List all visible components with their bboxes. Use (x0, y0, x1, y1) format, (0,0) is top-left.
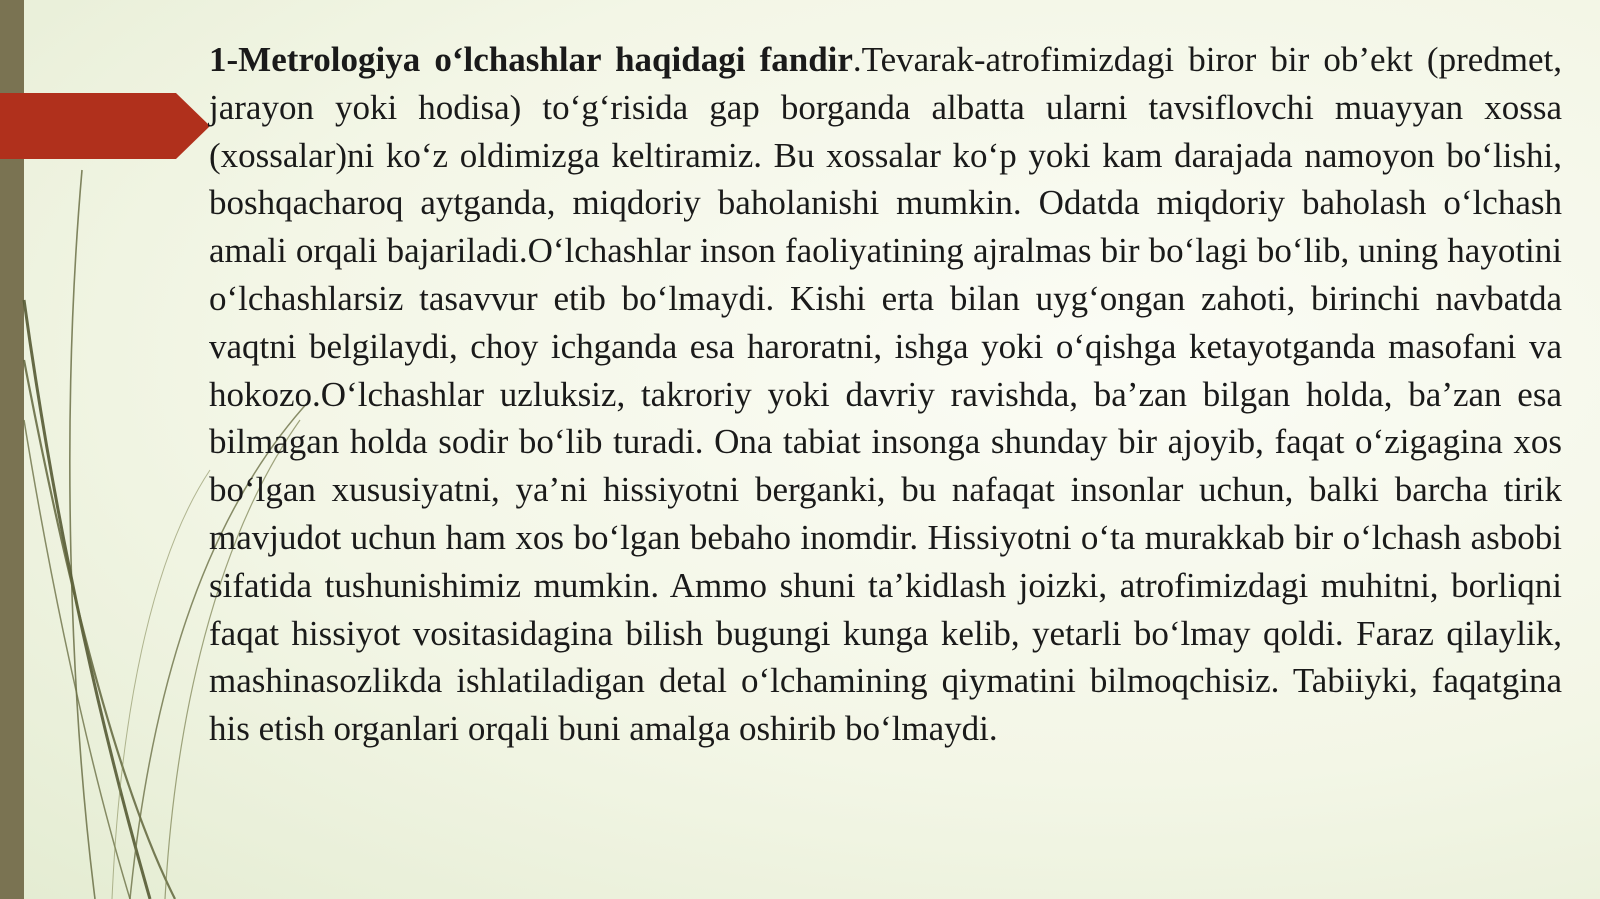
red-arrow-shape (0, 93, 210, 159)
heading-text: 1-Metrologiya o‘lchashlar haqidagi fandir (209, 40, 853, 79)
paragraph-text: .Tevarak-atrofimizdagi biror bir ob’ekt (predmet, jarayon yoki hodisa) to‘g‘risida gap borganda albatta ularni tavsiflovchi muayyan xossa (xossalar)ni ko‘z oldimizga keltiramiz. Bu xossalar ko‘p yoki kam darajada namoyon bo‘lishi, boshqacharoq aytganda, miqdoriy baholanishi mumkin. Odatda miqdoriy baholash o‘lchash amali orqali bajariladi.O‘lchashlar inson faoliyatining ajralmas bir bo‘lagi bo‘lib, uning hayotini o‘lchashlarsiz tasavvur etib bo‘lmaydi. Kishi erta bilan uyg‘ongan zahoti, birinchi navbatda vaqtni belgilaydi, choy ichganda esa haroratni, ishga yoki o‘qishga ketayotganda masofani va hokozo.O‘lchashlar uzluksiz, takroriy yoki davriy ravishda, ba’zan bilgan holda, ba’zan esa bilmagan holda sodir bo‘lib turadi. Ona tabiat insonga shunday bir ajoyib, faqat o‘zigagina xos bo‘lgan xususiyatni, ya’ni hissiyotni berganki, bu nafaqat insonlar uchun, balki barcha tirik mavjudot uchun ham xos bo‘lgan bebaho inomdir. Hissiyotni o‘ta murakkab bir o‘lchash asbobi sifatida tushunishimiz mumkin. Ammo shuni ta’kidlash joizki, atrofimizdagi muhitni, borliqni faqat hissiyot vositasidagina bilish bugungi kunga kelib, yetarli bo‘lmay qoldi. Faraz qilaylik, mashinasozlikda ishlatiladigan detal o‘lchamining qiymatini bilmoqchisiz. Tabiiyki, faqatgina his etish organlari orqali buni amalga oshirib bo‘lmaydi. (209, 40, 1562, 749)
body-text (209, 36, 1562, 753)
